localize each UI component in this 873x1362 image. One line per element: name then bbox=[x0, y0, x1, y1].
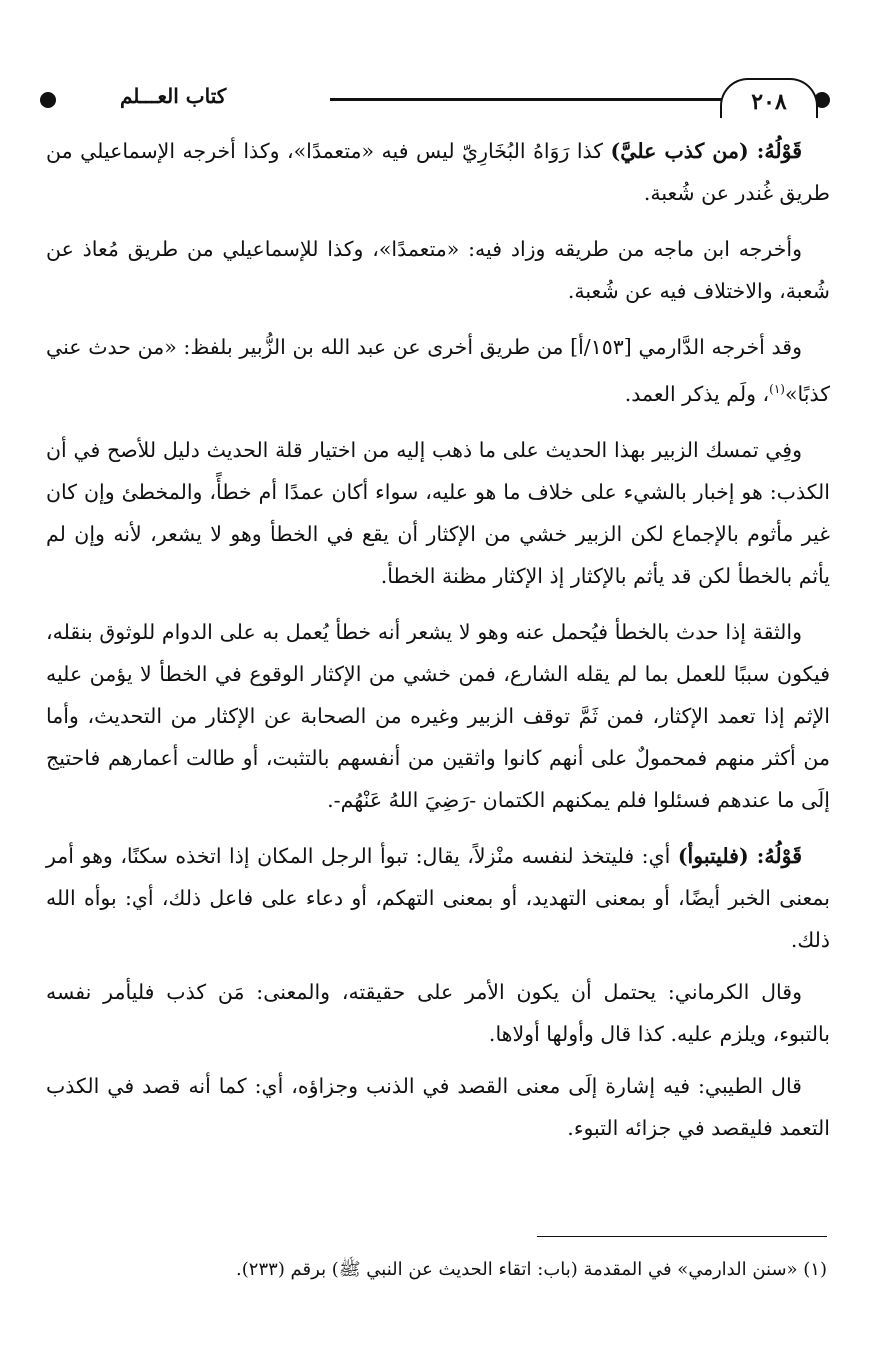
lead-phrase: قَوْلُهُ: (من كذب عليَّ) bbox=[610, 139, 802, 163]
page-header bbox=[40, 78, 830, 122]
footnote-ref[interactable]: (١) bbox=[769, 382, 785, 396]
header-rule bbox=[330, 98, 722, 101]
paragraph-7 bbox=[46, 971, 830, 1055]
book-title: كتاب العـــلم bbox=[120, 84, 227, 108]
paragraph-6 bbox=[46, 835, 830, 961]
paragraph-1 bbox=[46, 130, 830, 214]
paragraph-text: والثقة إذا حدث بالخطأ فيُحمل عنه وهو لا يشعر أنه خطأ يُعمل به على الدوام للوثوق بنقله، فيكون سببًا للعمل بما لم يقله الشارع، فمن خشي من الإكثار الوقوع في الخطأ لا يؤمن عليه الإثم إذا تعمد الإكثار، فمن ثَمَّ توقف الزبير وغيره من الصحابة عن الإكثار من التحديث، وأما من أكثر منهم فمحمولٌ على أنهم كانوا واثقين من أنفسهم بالتثبت، أو طالت أعمارهم فاحتيج إلَى ما عندهم فسئلوا فلم يمكنهم الكتمان -رَضِيَ اللهُ عَنْهُم-. bbox=[46, 619, 830, 812]
paragraph-text: وقال الكرماني: يحتمل أن يكون الأمر على حقيقته، والمعنى: مَن كذب فليأمر نفسه بالتبوء، ويلزم عليه. كذا قال وأولها أولاها. bbox=[46, 979, 830, 1046]
paragraph-text: وأخرجه ابن ماجه من طريقه وزاد فيه: «متعمدًا»، وكذا للإسماعيلي من طريق مُعاذ عن شُعبة، والاختلاف فيه عن شُعبة. bbox=[46, 237, 830, 303]
paragraph-text: وفِي تمسك الزبير بهذا الحديث على ما ذهب إليه من اختيار قلة الحديث دليل للأصح في أن الكذب: هو إخبار بالشيء على خلاف ما هو عليه، سواء أكان عمدًا أم خطأً، والمخطئ وإن كان غير مأثوم بالإجماع لكن الزبير خشي من الإكثار أن يقع في الخطأ وهو لا يشعر، لأنه وإن لم يأثم بالخطأ لكن قد يأثم بالإكثار إذ الإكثار مظنة الخطأ. bbox=[46, 437, 830, 588]
paragraph-8 bbox=[46, 1065, 830, 1149]
paragraph-text: قال الطيبي: فيه إشارة إلَى معنى القصد في الذنب وجزاؤه، أي: كما أنه قصد في الكذب التعمد فليقصد في جزائه التبوء. bbox=[46, 1073, 830, 1140]
paragraph-4 bbox=[46, 429, 830, 597]
paragraph-5 bbox=[46, 611, 830, 821]
main-text bbox=[46, 130, 830, 1159]
page-number: ٢٠٨ bbox=[720, 78, 818, 118]
lead-phrase: قَوْلُهُ: (فليتبوأ) bbox=[677, 843, 802, 868]
footnote: (١) «سنن الدارمي» في المقدمة (باب: اتقاء الحديث عن النبي ﷺ) برقم (٢٣٣). bbox=[236, 1259, 827, 1280]
paragraph-3 bbox=[46, 326, 830, 415]
paragraph-text-tail: ، ولَم يذكر العمد. bbox=[624, 381, 770, 406]
header-dot-left bbox=[40, 92, 56, 108]
footnote-separator bbox=[537, 1236, 827, 1237]
paragraph-text: كذا رَوَاهُ البُخَارِيّ ليس فيه «متعمدًا»، وكذا أخرجه الإسماعيلي من طريق غُندر عن شُعبة. bbox=[46, 139, 830, 205]
paragraph-2 bbox=[46, 228, 830, 312]
paragraph-text: وقد أخرجه الدَّارمي [١٥٣/أ] من طريق أخرى عن عبد الله بن الزُّبير بلفظ: «من حدث عني كذبًا» bbox=[46, 335, 830, 406]
paragraph-text: أي: فليتخذ لنفسه منْزلاً، يقال: تبوأ الرجل المكان إذا اتخذه سكنًا، وهو أمر بمعنى الخبر أيضًا، أو بمعنى التهديد، أو بمعنى التهكم، أو دعاء على فاعل ذلك، أي: بوأه الله ذلك. bbox=[46, 843, 830, 952]
